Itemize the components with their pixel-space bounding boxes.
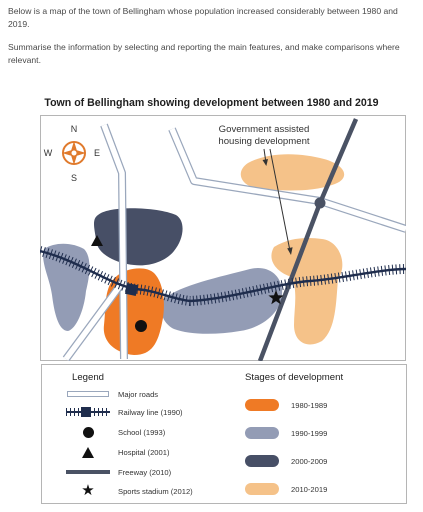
- school-marker: [135, 320, 147, 332]
- legend-label: Sports stadium (2012): [118, 486, 193, 496]
- hospital-icon: [66, 445, 110, 459]
- stage-label: 1980-1989: [291, 400, 328, 410]
- legend-item-major-roads: [66, 387, 158, 401]
- stages-title: Stages of development: [245, 372, 344, 383]
- legend-item-stadium: [66, 484, 193, 498]
- intro-paragraph-2: Summarise the information by selecting and reporting the main features, and make comparisons where relevant.: [8, 42, 400, 65]
- stage-swatch: [245, 483, 279, 495]
- star-icon: ★: [81, 482, 95, 499]
- instructions: [8, 5, 420, 67]
- railway-station: [125, 283, 138, 296]
- freeway-symbol: [66, 465, 110, 479]
- stage-1990-1999: [245, 426, 327, 440]
- stage-label: 1990-1999: [291, 428, 328, 438]
- map-title: Town of Bellingham showing development between 1980 and 2019: [44, 97, 379, 109]
- town-map: [40, 115, 406, 361]
- annotation-line-1: Government assisted: [218, 124, 310, 135]
- legend-item-freeway: [66, 465, 171, 479]
- stage-1980-1989: [245, 398, 327, 412]
- compass-west: W: [43, 148, 53, 158]
- legend-label: Hospital (2001): [118, 447, 170, 457]
- stage-swatch: [245, 427, 279, 439]
- legend: [41, 364, 407, 504]
- legend-label: Freeway (2010): [118, 467, 172, 477]
- freeway-junction: [315, 198, 326, 209]
- railway-symbol: [66, 405, 110, 419]
- annotation-line-2: housing development: [218, 136, 310, 147]
- legend-item-railway: [66, 405, 183, 419]
- compass-north: N: [70, 124, 78, 134]
- intro-paragraph-1: Below is a map of the town of Bellingham whose population increased considerably between 1980 and 2019.: [8, 6, 398, 29]
- school-icon: [66, 425, 110, 439]
- compass-south: S: [70, 173, 78, 183]
- legend-item-school: [66, 425, 165, 439]
- legend-title: Legend: [72, 372, 105, 383]
- stage-2010-2019: [245, 482, 327, 496]
- legend-label: Major roads: [118, 389, 159, 399]
- stage-label: 2010-2019: [291, 484, 328, 494]
- compass-east: E: [93, 148, 101, 158]
- major-road-symbol: [66, 387, 110, 401]
- stage-2000-2009: [245, 454, 327, 468]
- legend-item-hospital: [66, 445, 170, 459]
- stage-label: 2000-2009: [291, 456, 328, 466]
- legend-label: Railway line (1990): [118, 407, 183, 417]
- stage-swatch: [245, 399, 279, 411]
- legend-label: School (1993): [118, 427, 166, 437]
- stage-swatch: [245, 455, 279, 467]
